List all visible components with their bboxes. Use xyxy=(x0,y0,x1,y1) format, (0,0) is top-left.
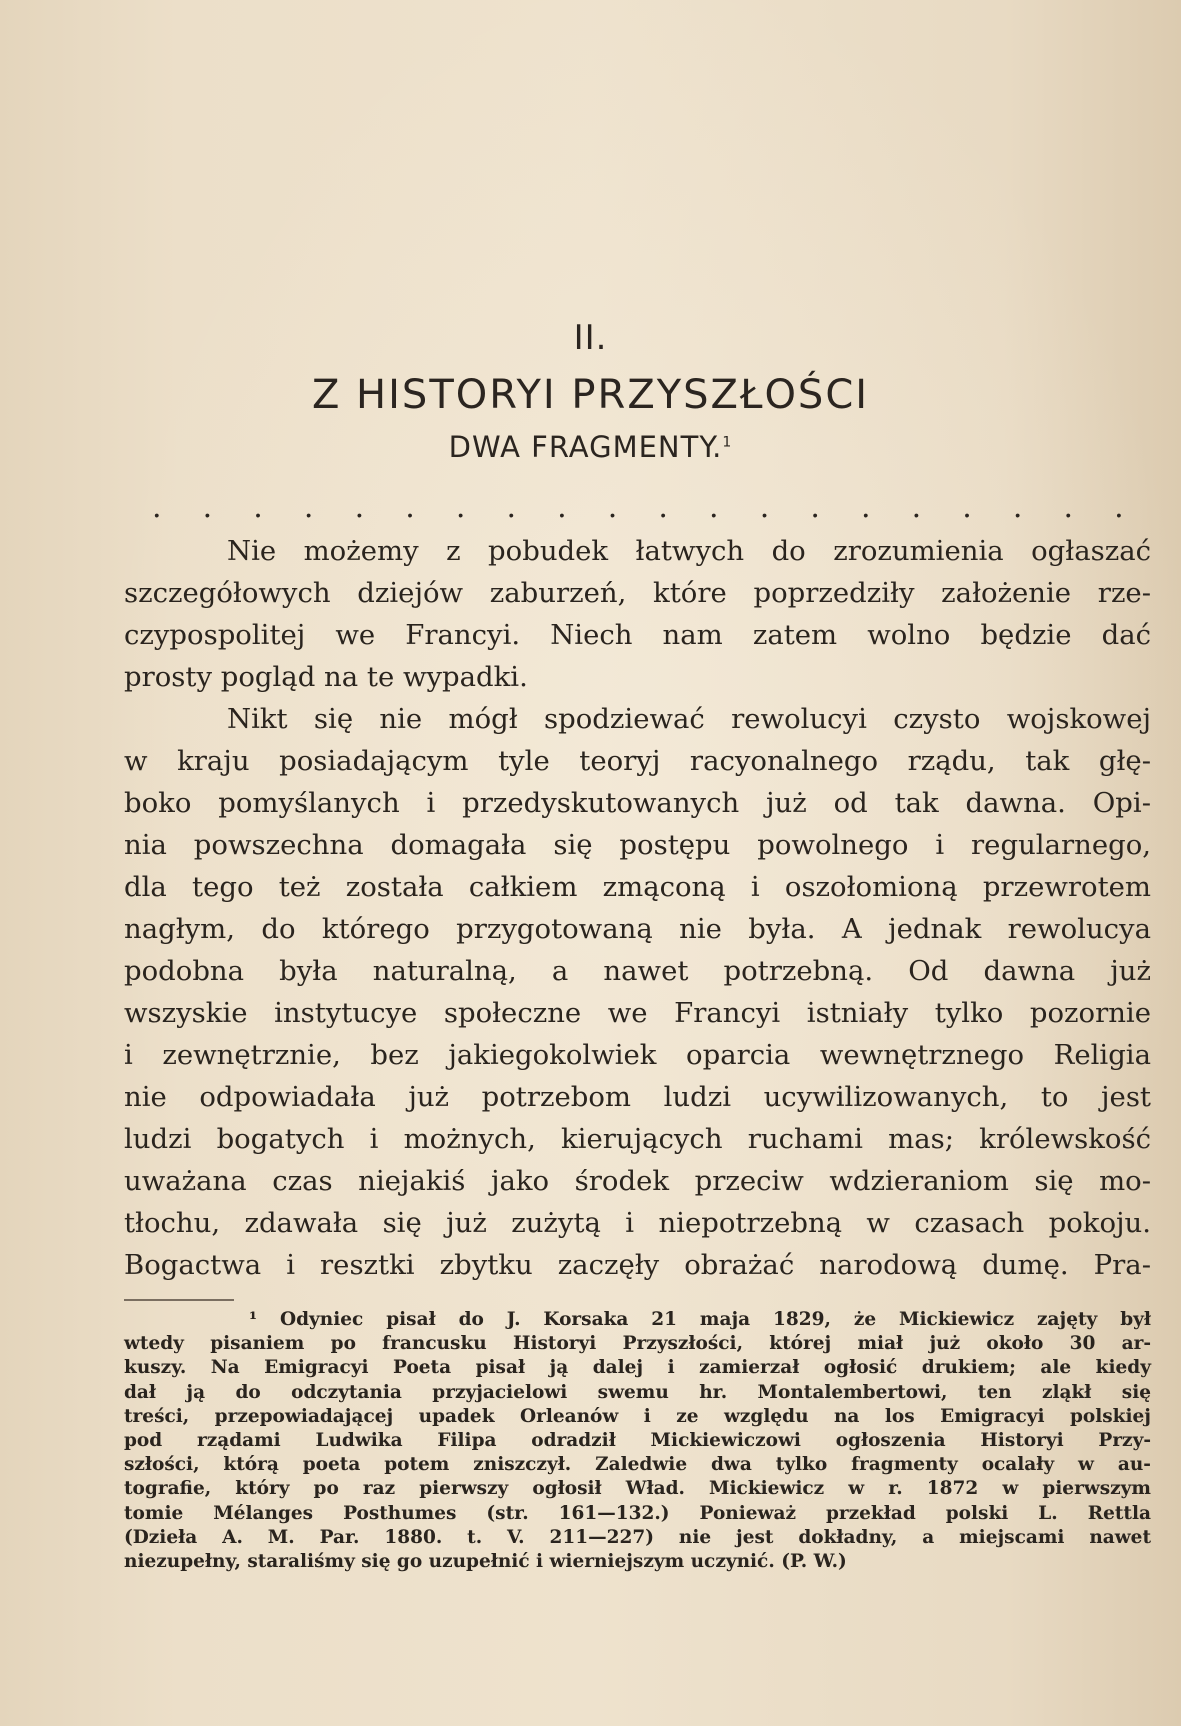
footnote-line: ¹ Odyniec pisał do J. Korsaka 21 maja 1829, że Mickiewicz zajęty był xyxy=(249,1309,1151,1330)
dot: . xyxy=(405,490,415,525)
footnote-line: kuszy. Na Emigracyi Poeta pisał ją dalej i zamierzał ogłosić drukiem; ale kiedy xyxy=(124,1357,1151,1379)
body-line: ludzi bogatych i możnych, kierujących ruchami mas; królewskość xyxy=(124,1123,1151,1155)
footnote-line: niezupełny, staraliśmy się go uzupełnić i wierniejszym uczynić. (P. W.) xyxy=(124,1550,847,1572)
dot: . xyxy=(253,490,263,525)
body-line: nagłym, do którego przygotowaną nie była. A jednak rewolucya xyxy=(124,913,1151,945)
body-line: Nie możemy z pobudek łatwych do zrozumienia ogłaszać xyxy=(227,535,1151,567)
footnote-line: tografie, który po raz pierwszy ogłosił Wład. Mickiewicz w r. 1872 w pierwszym xyxy=(124,1478,1151,1500)
body-text xyxy=(124,530,1151,1286)
dot: . xyxy=(810,490,820,525)
dot: . xyxy=(354,490,365,525)
dot: . xyxy=(962,490,972,525)
footnote-line: pod rządami Ludwika Filipa odradził Mickiewiczowi ogłoszenia Historyi Przy- xyxy=(124,1429,1151,1451)
dot: . xyxy=(557,490,567,525)
body-line: Nikt się nie mógł spodziewać rewolucyi czysto wojskowej xyxy=(227,703,1151,735)
chapter-subtitle-text: DWA FRAGMENTY. xyxy=(448,430,723,464)
chapter-title: Z HISTORYI PRZYSZŁOŚCI xyxy=(311,372,870,418)
chapter-number: II. xyxy=(573,318,608,358)
dot: . xyxy=(1063,490,1074,525)
body-line: w kraju posiadającym tyle teoryj racyonalnego rządu, tak głę- xyxy=(124,745,1151,777)
dot: . xyxy=(506,490,517,525)
body-line: boko pomyślanych i przedyskutowanych już od tak dawna. Opi- xyxy=(124,787,1151,819)
body-line: wszyskie instytucye społeczne we Francyi istniały tylko pozornie xyxy=(124,997,1151,1029)
chapter-subtitle xyxy=(0,430,1181,464)
body-line: podobna była naturalną, a nawet potrzebną. Od dawna już xyxy=(124,955,1151,987)
dot: . xyxy=(1114,490,1124,525)
dot: . xyxy=(607,490,618,525)
footnote-line: szłości, którą poeta potem zniszczył. Zaledwie dwa tylko fragmenty ocalały w au- xyxy=(124,1454,1151,1476)
body-line: i zewnętrznie, bez jakiegokolwiek oparcia wewnętrznego Religia xyxy=(124,1039,1151,1071)
dot: . xyxy=(152,490,162,525)
dot: . xyxy=(709,490,719,525)
body-line: prosty pogląd na te wypadki. xyxy=(124,661,528,693)
dot: . xyxy=(455,490,466,525)
ellipsis-row xyxy=(152,490,1124,525)
body-line: uważana czas niejakiś jako środek przeciw wdzieraniom się mo- xyxy=(124,1165,1151,1197)
body-line: tłochu, zdawała się już zużytą i niepotrzebną w czasach pokoju. xyxy=(124,1207,1151,1239)
body-line: Bogactwa i resztki zbytku zaczęły obrażać narodową dumę. Pra- xyxy=(124,1249,1151,1281)
body-line: nia powszechna domagała się postępu powolnego i regularnego, xyxy=(124,829,1151,861)
footnote-marker: 1 xyxy=(722,434,733,451)
footnote-line: (Dzieła A. M. Par. 1880. t. V. 211—227) nie jest dokładny, a miejscami nawet xyxy=(124,1526,1151,1548)
footnote-line: tomie Mélanges Posthumes (str. 161—132.) Ponieważ przekład polski L. Rettla xyxy=(124,1502,1151,1524)
body-line: szczegółowych dziejów zaburzeń, które poprzedziły założenie rze- xyxy=(124,577,1151,609)
body-line: nie odpowiadała już potrzebom ludzi ucywilizowanych, to jest xyxy=(124,1081,1151,1113)
dot: . xyxy=(860,490,871,525)
dot: . xyxy=(759,490,770,525)
body-line: czypospolitej we Francyi. Niech nam zatem wolno będzie dać xyxy=(124,619,1151,651)
footnote-line: treści, przepowiadającej upadek Orleanów i ze względu na los Emigracyi polskiej xyxy=(124,1405,1151,1427)
footnote-line: dał ją do odczytania przyjacielowi swemu hr. Montalembertowi, ten zląkł się xyxy=(124,1381,1151,1403)
body-line: dla tego też została całkiem zmąconą i oszołomioną przewrotem xyxy=(124,871,1151,903)
dot: . xyxy=(1012,490,1023,525)
footnote xyxy=(124,1308,1151,1574)
footnote-rule xyxy=(124,1299,234,1301)
dot: . xyxy=(911,490,922,525)
dot: . xyxy=(202,490,213,525)
footnote-line: wtedy pisaniem po francusku Historyi Przyszłości, której miał już około 30 ar- xyxy=(124,1333,1151,1355)
dot: . xyxy=(303,490,314,525)
dot: . xyxy=(658,490,668,525)
